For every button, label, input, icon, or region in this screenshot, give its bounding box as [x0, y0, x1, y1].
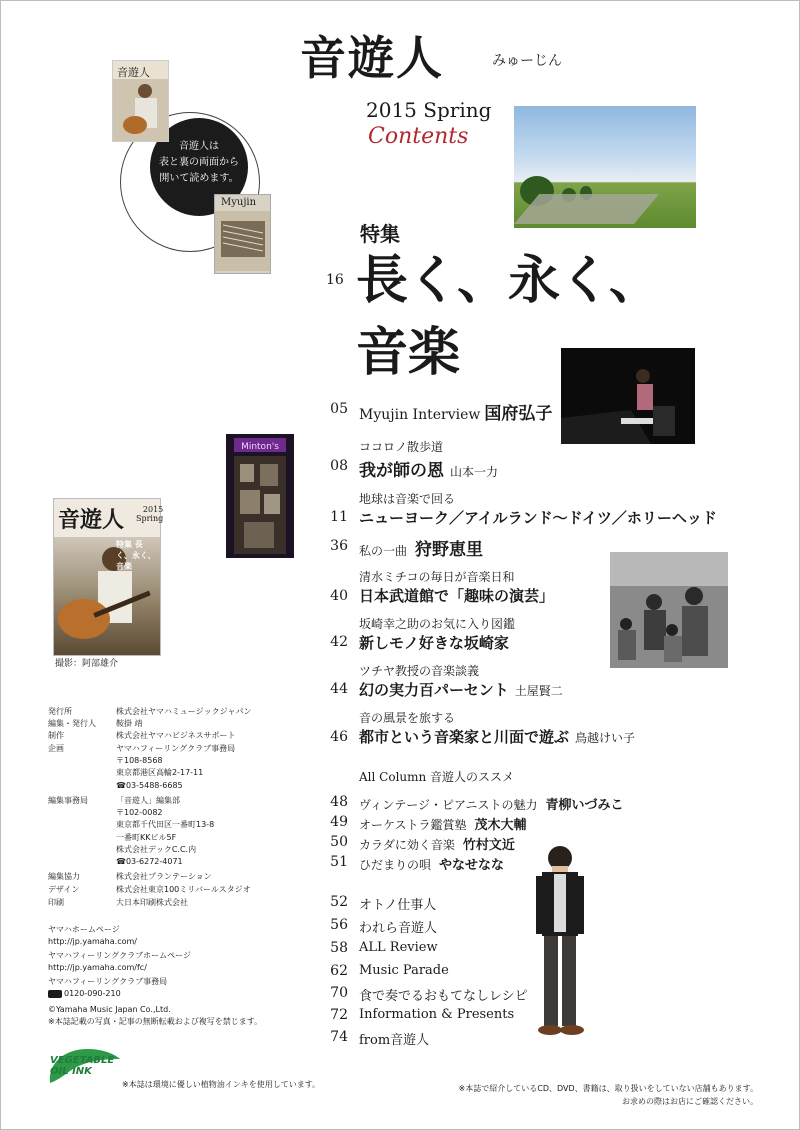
back-cover-thumbnail: [214, 194, 271, 274]
colophon-line: ☎03-6272-4071: [116, 857, 183, 867]
colophon-key: デザイン: [48, 885, 80, 894]
colophon-line: ヤマハフィーリングクラブ事務局: [116, 744, 236, 753]
colophon-key: 制作: [48, 731, 64, 740]
jazz-club-image: [226, 434, 294, 558]
toc-entry[interactable]: [359, 726, 635, 747]
toc-entry[interactable]: [359, 632, 509, 653]
colophon-value: 株式会社ヤマハミュージックジャパン: [116, 707, 252, 716]
toc-page-number: 62: [330, 963, 348, 979]
colophon-line: ☎03-5488-6685: [116, 780, 183, 790]
toc-page-number: 49: [330, 814, 348, 830]
vegetable-oil-ink-logo: [44, 1045, 122, 1085]
toc-entry-interview[interactable]: [359, 399, 552, 424]
copyright: ©Yamaha Music Japan Co.,Ltd.: [48, 1005, 171, 1014]
column-entry[interactable]: [359, 854, 504, 873]
phone-number: [48, 988, 121, 1000]
photo-credit: 撮影：阿部雄介: [55, 659, 119, 669]
landscape-photo: [514, 106, 696, 228]
colophon-key: 編集・発行人: [48, 719, 96, 728]
toc-kicker: ココロノ散歩道: [359, 440, 444, 454]
pianist-image: [561, 348, 695, 444]
toc-entry[interactable]: [359, 585, 554, 606]
toc-title: 日本武道館で「趣味の演芸」: [359, 587, 555, 605]
footer-notice-line: ※本誌で紹介しているCD、DVD、書籍は、取り扱いをしていない店舗もあります。: [458, 1084, 758, 1093]
web-link[interactable]: http://jp.yamaha.com/: [48, 937, 137, 946]
toc-title: 我が師の恩: [359, 461, 444, 481]
feature-title-line1: 長く、永く、: [356, 251, 660, 311]
misc-entry[interactable]: オトノ仕事人: [359, 898, 437, 913]
big-cover-issue: [136, 505, 163, 523]
toc-page-number: 58: [330, 940, 348, 956]
big-cover-tagline: 特集 長く、永く、音楽: [116, 540, 156, 571]
cover-note-line: 音遊人は: [179, 141, 219, 152]
toc-page-number: 70: [330, 985, 348, 1001]
toc-entry[interactable]: [359, 679, 563, 700]
column-entry[interactable]: [359, 834, 515, 853]
toc-prefix: Myujin Interview: [359, 407, 481, 423]
toc-entry[interactable]: [359, 535, 483, 560]
big-cover-year: 2015: [142, 505, 164, 514]
colophon-line: 〒108-8568: [116, 756, 163, 766]
toc-author: 鳥越けい子: [575, 731, 636, 745]
toc-title: 都市という音楽家と川面で遊ぶ: [359, 728, 570, 746]
colophon-line: 〒102-0082: [116, 808, 163, 818]
piano-interior-image: [215, 211, 270, 271]
cover-note-line: 表と裏の両面から: [159, 157, 239, 168]
column-title: オーケストラ鑑賞塾: [359, 818, 467, 832]
toc-kicker: ツチヤ教授の音楽談義: [359, 664, 480, 678]
toc-page-number: 08: [330, 458, 348, 474]
toc-page-number: 52: [330, 894, 348, 910]
column-author: 青柳いづみこ: [545, 798, 624, 813]
toc-page-number: 44: [330, 681, 348, 697]
colophon-value-block: [116, 795, 286, 868]
toc-kicker: 坂崎幸之助のお気に入り図鑑: [359, 617, 516, 631]
toc-prefix: 私の一曲: [359, 544, 408, 558]
colophon-line: 一番町KKビル5F: [116, 832, 177, 842]
toc-page-number: 42: [330, 634, 348, 650]
feature-label: 特集: [360, 222, 400, 246]
toc-author: 土屋賢二: [514, 684, 563, 698]
misc-entry[interactable]: from音遊人: [359, 1033, 430, 1048]
toc-kicker: 清水ミチコの毎日が音楽日和: [359, 570, 515, 584]
magazine-title-reading: みゅーじん: [492, 53, 562, 69]
jazz-club-photo: [226, 434, 294, 558]
web-label: ヤマハフィーリングクラブホームページ: [48, 951, 191, 960]
colophon-value: 株式会社プランテーション: [116, 872, 212, 881]
toc-kicker: 音の風景を旅する: [359, 711, 456, 725]
column-author: 茂木大輔: [474, 818, 527, 833]
colophon-line: 「音遊人」編集部: [116, 796, 180, 805]
column-title: ヴィンテージ・ピアニストの魅力: [359, 798, 538, 812]
colophon-key: 印刷: [48, 898, 64, 907]
toc-page-number: 46: [330, 729, 348, 745]
misc-entry[interactable]: 食で奏でるおもてなしレシピ: [359, 989, 528, 1004]
feature-title-line2: 音楽: [356, 323, 461, 383]
big-cover-image: [53, 498, 164, 656]
columnist-image: [528, 840, 592, 1040]
issue-label: 2015 Spring: [366, 98, 492, 122]
feature-page-number: 16: [326, 272, 344, 288]
footer-notice: [446, 1082, 758, 1108]
column-author: 竹村文近: [462, 838, 515, 853]
toc-page-number: 50: [330, 834, 348, 850]
colophon-key: 編集事務局: [48, 796, 88, 805]
column-title: ひだまりの唄: [359, 858, 432, 872]
colophon-value: 株式会社ヤマハビジネスサポート: [116, 731, 236, 740]
colophon-key: 企画: [48, 744, 64, 753]
misc-entry[interactable]: Music Parade: [359, 963, 449, 978]
toc-entry[interactable]: [359, 507, 717, 528]
toc-page-number: 05: [330, 401, 348, 417]
toc-page-number: 51: [330, 854, 348, 870]
road-shape: [514, 194, 659, 224]
colophon-line: 東京都港区高輪2-17-11: [116, 768, 204, 778]
colophon-value: 株式会社東京100ミリバールスタジオ: [116, 885, 251, 894]
toc-kicker: 地球は音楽で回る: [359, 492, 456, 506]
front-cover-title: 音遊人: [117, 66, 150, 79]
back-cover-title: Myujin: [221, 197, 257, 208]
misc-entry[interactable]: Information & Presents: [359, 1007, 515, 1022]
misc-entry[interactable]: ALL Review: [359, 940, 438, 955]
colophon-value: 大日本印刷株式会社: [116, 898, 188, 907]
toc-page-number: 56: [330, 917, 348, 933]
columnist-photo: [528, 840, 592, 1040]
freedial-icon: [48, 990, 62, 998]
column-title: カラダに効く音楽: [359, 838, 455, 852]
guitar-player-image: [113, 79, 168, 141]
colophon-value-block: [116, 743, 286, 792]
pianist-photo: [561, 348, 695, 444]
toc-title: 幻の実力百パーセント: [359, 681, 509, 699]
toc-title: 国府弘子: [484, 404, 553, 424]
copyright-note: ※本誌記載の写真・記事の無断転載および複写を禁じます。: [48, 1017, 263, 1026]
contents-label: Contents: [368, 124, 469, 149]
column-entry[interactable]: [359, 794, 623, 813]
all-column-heading: All Column 音遊人のススメ: [359, 770, 515, 784]
toc-entry[interactable]: [359, 456, 498, 481]
toc-page-number: 74: [330, 1029, 348, 1045]
colophon-key: 編集協力: [48, 872, 80, 881]
colophon-key: 発行所: [48, 707, 72, 716]
footer-notice-line: お求めの際はお店にご確認ください。: [622, 1097, 758, 1106]
big-cover-season: Spring: [136, 514, 164, 523]
family-image: [610, 552, 728, 668]
toc-page-number: 36: [330, 538, 348, 554]
logo-text: [50, 1055, 114, 1077]
toc-page-number: 48: [330, 794, 348, 810]
phone-number-text: 0120-090-210: [64, 989, 121, 998]
toc-page-number: 11: [330, 509, 348, 525]
toc-page-number: 72: [330, 1007, 348, 1023]
logo-line: VEGETABLE: [50, 1055, 115, 1066]
cover-note-line: 開いて読めます。: [159, 173, 239, 184]
big-cover-title: 音遊人: [58, 507, 125, 533]
column-entry[interactable]: [359, 814, 527, 833]
club-sign-text: Minton's: [241, 442, 279, 452]
web-label: ヤマハフィーリングクラブ事務局: [48, 977, 168, 986]
toc-page-number: 40: [330, 588, 348, 604]
toc-title: ニューヨーク／アイルランド〜ドイツ／ホリーヘッド: [359, 509, 717, 527]
magazine-title: 音遊人: [300, 31, 444, 85]
web-link[interactable]: http://jp.yamaha.com/fc/: [48, 963, 147, 972]
toc-title: 狩野恵里: [415, 540, 484, 560]
family-photo: [610, 552, 728, 668]
logo-line: OIL INK: [50, 1066, 92, 1077]
misc-entry[interactable]: われら音遊人: [359, 921, 438, 936]
front-cover-thumbnail: [112, 60, 169, 142]
colophon-line: 株式会社デックC.C.内: [116, 844, 197, 854]
toc-author: 山本一力: [450, 465, 499, 479]
colophon-value: 鞍掛 靖: [116, 719, 143, 728]
column-author: やなせなな: [439, 858, 505, 873]
ink-note: ※本誌は環境に優しい植物油インキを使用しています。: [122, 1080, 321, 1089]
colophon-line: 東京都千代田区一番町13-8: [116, 820, 215, 830]
toc-title: 新しモノ好きな坂崎家: [359, 634, 509, 652]
cover-note-text: [152, 139, 246, 187]
web-label: ヤマハホームページ: [48, 925, 120, 934]
